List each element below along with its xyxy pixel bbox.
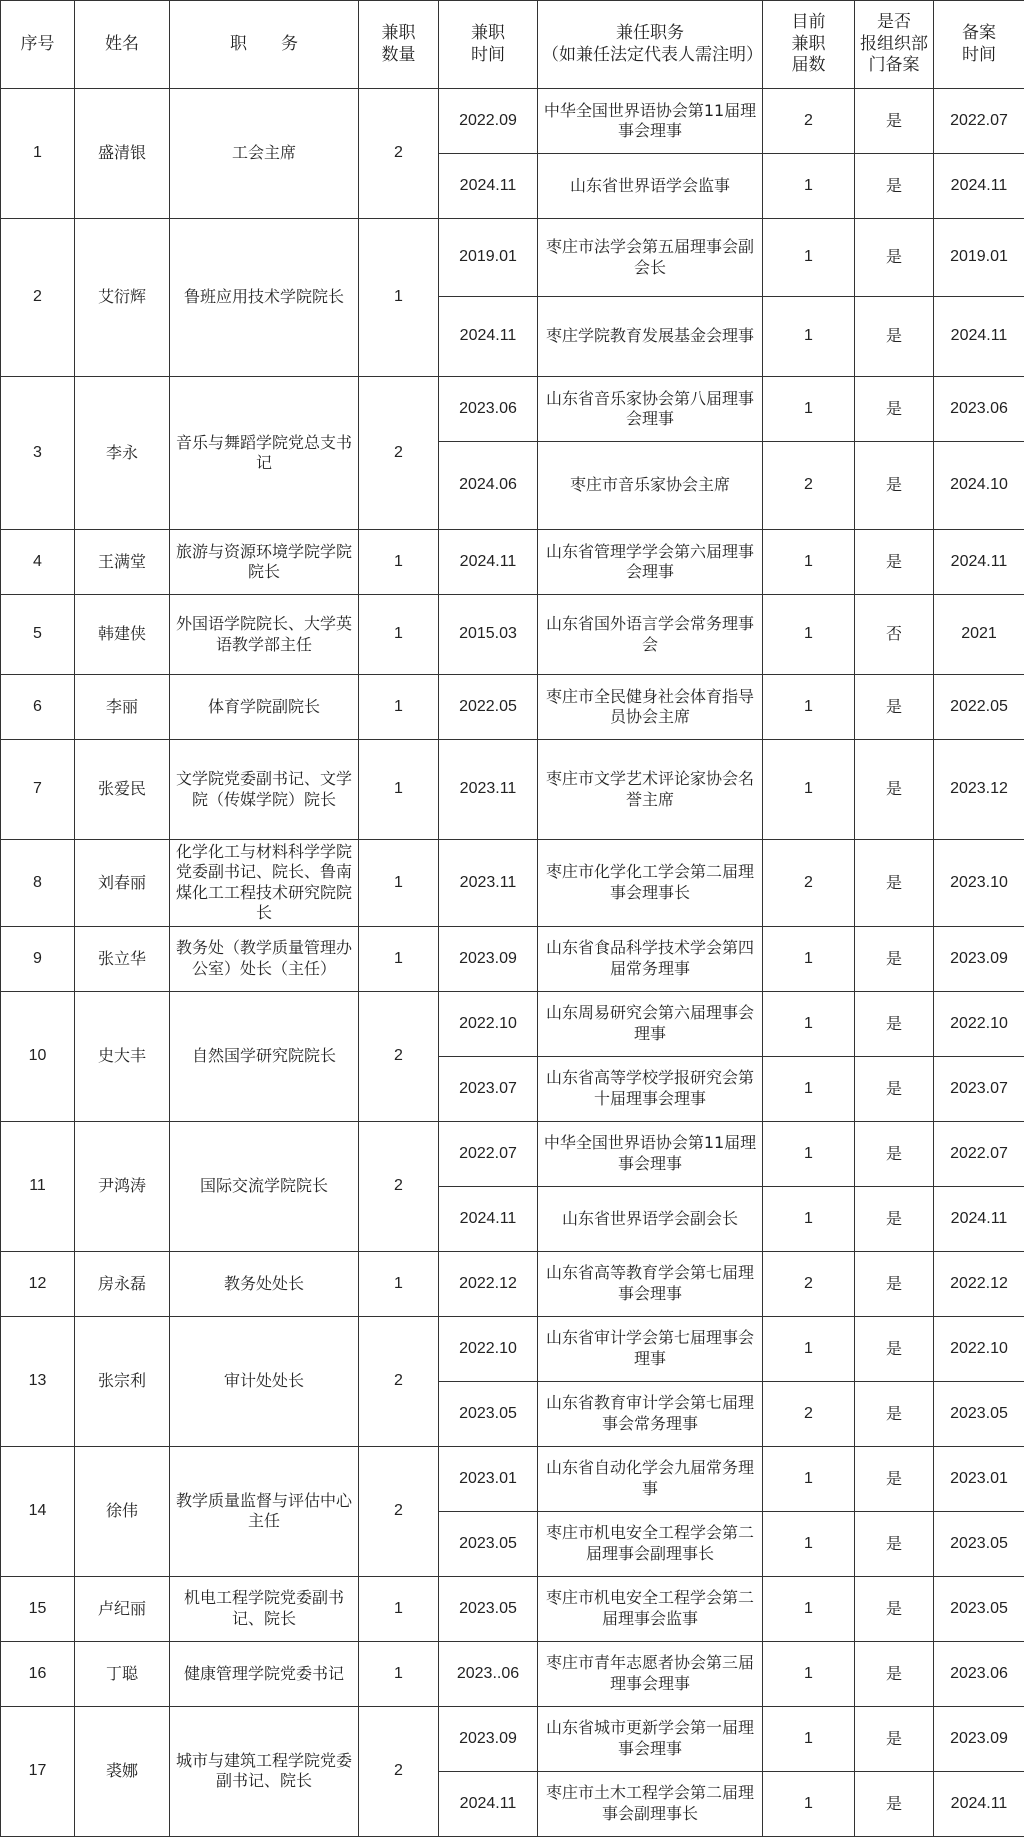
person-position: 教务处（教学质量管理办公室）处长（主任） [170, 926, 359, 991]
filing-time: 2022.07 [934, 89, 1024, 154]
filing-time: 2023.05 [934, 1576, 1024, 1641]
header-time-line: 兼职 [471, 23, 505, 43]
filing-time: 2023.12 [934, 740, 1024, 840]
table-row [1, 89, 1024, 154]
filed-status: 是 [855, 926, 934, 991]
filed-status: 是 [855, 1576, 934, 1641]
person-position: 健康管理学院党委书记 [170, 1641, 359, 1706]
row-number: 12 [1, 1251, 75, 1316]
filing-time: 2024.11 [934, 154, 1024, 219]
person-name: 丁聪 [75, 1641, 170, 1706]
part-time-date: 2023.05 [439, 1576, 538, 1641]
part-time-title: 枣庄学院教育发展基金会理事 [538, 297, 763, 377]
part-time-title: 枣庄市土木工程学会第二届理事会副理事长 [538, 1771, 763, 1836]
person-position: 文学院党委副书记、文学院（传媒学院）院长 [170, 740, 359, 840]
table-row [1, 991, 1024, 1056]
part-time-count: 2 [359, 991, 439, 1121]
row-number: 10 [1, 991, 75, 1121]
current-terms: 1 [763, 297, 855, 377]
part-time-count: 1 [359, 1641, 439, 1706]
header-title-line: （如兼任法定代表人需注明） [542, 45, 763, 65]
part-time-count: 1 [359, 595, 439, 675]
header-filed [855, 1, 934, 89]
person-position: 教务处处长 [170, 1251, 359, 1316]
header-name-line: 姓名 [105, 34, 139, 54]
filing-time: 2023.01 [934, 1446, 1024, 1511]
filed-status: 是 [855, 530, 934, 595]
person-name: 房永磊 [75, 1251, 170, 1316]
header-terms-line: 届数 [792, 55, 826, 75]
filed-status: 是 [855, 154, 934, 219]
current-terms: 1 [763, 219, 855, 297]
current-terms: 1 [763, 740, 855, 840]
table-row [1, 377, 1024, 442]
part-time-date: 2024.11 [439, 1186, 538, 1251]
part-time-title: 山东省城市更新学会第一届理事会理事 [538, 1706, 763, 1771]
header-time [439, 1, 538, 89]
header-name [75, 1, 170, 89]
person-position: 审计处处长 [170, 1316, 359, 1446]
table-row [1, 1121, 1024, 1186]
part-time-title: 山东省高等学校学报研究会第十届理事会理事 [538, 1056, 763, 1121]
part-time-title: 山东省世界语学会监事 [538, 154, 763, 219]
current-terms: 1 [763, 991, 855, 1056]
filing-time: 2024.11 [934, 1186, 1024, 1251]
row-number: 11 [1, 1121, 75, 1251]
part-time-title: 山东省审计学会第七届理事会理事 [538, 1316, 763, 1381]
filed-status: 是 [855, 1381, 934, 1446]
current-terms: 1 [763, 1511, 855, 1576]
filing-time: 2023.06 [934, 1641, 1024, 1706]
header-filed-line: 门备案 [869, 55, 920, 75]
filed-status: 是 [855, 1771, 934, 1836]
current-terms: 1 [763, 675, 855, 740]
header-terms-line: 兼职 [792, 34, 826, 54]
header-count-line: 兼职 [382, 23, 416, 43]
current-terms: 2 [763, 1251, 855, 1316]
filing-time: 2024.11 [934, 1771, 1024, 1836]
current-terms: 1 [763, 377, 855, 442]
header-terms [763, 1, 855, 89]
table-row [1, 1316, 1024, 1381]
person-name: 裘娜 [75, 1706, 170, 1836]
part-time-title: 枣庄市青年志愿者协会第三届理事会理事 [538, 1641, 763, 1706]
part-time-title: 枣庄市全民健身社会体育指导员协会主席 [538, 675, 763, 740]
current-terms: 1 [763, 1316, 855, 1381]
part-time-date: 2024.11 [439, 530, 538, 595]
filing-time: 2022.10 [934, 991, 1024, 1056]
person-position: 教学质量监督与评估中心主任 [170, 1446, 359, 1576]
table-body [1, 89, 1024, 1837]
filed-status: 是 [855, 840, 934, 927]
part-time-count: 1 [359, 740, 439, 840]
current-terms: 2 [763, 442, 855, 530]
part-time-date: 2022.10 [439, 1316, 538, 1381]
person-name: 张爱民 [75, 740, 170, 840]
person-position: 国际交流学院院长 [170, 1121, 359, 1251]
header-filed-line: 是否 [877, 12, 911, 32]
part-time-title: 山东省高等教育学会第七届理事会理事 [538, 1251, 763, 1316]
part-time-date: 2023.07 [439, 1056, 538, 1121]
part-time-count: 2 [359, 1446, 439, 1576]
header-title-line: 兼任职务 [616, 23, 684, 43]
filed-status: 否 [855, 595, 934, 675]
person-name: 徐伟 [75, 1446, 170, 1576]
header-filed-line: 报组织部 [860, 34, 928, 54]
filing-time: 2023.09 [934, 1706, 1024, 1771]
table-row [1, 1641, 1024, 1706]
part-time-date: 2022.07 [439, 1121, 538, 1186]
filing-time: 2023.10 [934, 840, 1024, 927]
row-number: 7 [1, 740, 75, 840]
person-position: 城市与建筑工程学院党委副书记、院长 [170, 1706, 359, 1836]
table-row [1, 740, 1024, 840]
part-time-title: 山东省教育审计学会第七届理事会常务理事 [538, 1381, 763, 1446]
part-time-date: 2023.11 [439, 740, 538, 840]
filed-status: 是 [855, 377, 934, 442]
filed-status: 是 [855, 1186, 934, 1251]
person-name: 张宗利 [75, 1316, 170, 1446]
row-number: 14 [1, 1446, 75, 1576]
current-terms: 1 [763, 926, 855, 991]
person-position: 鲁班应用技术学院院长 [170, 219, 359, 377]
filing-time: 2023.09 [934, 926, 1024, 991]
current-terms: 1 [763, 530, 855, 595]
filed-status: 是 [855, 1056, 934, 1121]
filed-status: 是 [855, 1641, 934, 1706]
table-row [1, 530, 1024, 595]
table-row [1, 675, 1024, 740]
part-time-title: 枣庄市机电安全工程学会第二届理事会监事 [538, 1576, 763, 1641]
row-number: 13 [1, 1316, 75, 1446]
row-number: 8 [1, 840, 75, 927]
current-terms: 1 [763, 154, 855, 219]
person-position: 外国语学院院长、大学英语教学部主任 [170, 595, 359, 675]
filed-status: 是 [855, 1706, 934, 1771]
part-time-count: 1 [359, 1576, 439, 1641]
filing-time: 2022.05 [934, 675, 1024, 740]
current-terms: 1 [763, 1771, 855, 1836]
filing-time: 2021 [934, 595, 1024, 675]
part-time-title: 中华全国世界语协会第11届理事会理事 [538, 89, 763, 154]
part-time-date: 2023.05 [439, 1381, 538, 1446]
filed-status: 是 [855, 442, 934, 530]
filed-status: 是 [855, 1316, 934, 1381]
filed-status: 是 [855, 1251, 934, 1316]
filed-status: 是 [855, 297, 934, 377]
row-number: 4 [1, 530, 75, 595]
current-terms: 1 [763, 1576, 855, 1641]
part-time-count: 2 [359, 89, 439, 219]
header-count [359, 1, 439, 89]
table-row [1, 926, 1024, 991]
part-time-date: 2019.01 [439, 219, 538, 297]
header-count-line: 数量 [382, 45, 416, 65]
filing-time: 2022.10 [934, 1316, 1024, 1381]
header-title [538, 1, 763, 89]
header-no-line: 序号 [21, 34, 55, 54]
filed-status: 是 [855, 89, 934, 154]
part-time-count: 2 [359, 377, 439, 530]
part-time-date: 2022.10 [439, 991, 538, 1056]
part-time-title: 山东周易研究会第六届理事会理事 [538, 991, 763, 1056]
part-time-count: 1 [359, 926, 439, 991]
part-time-title: 枣庄市音乐家协会主席 [538, 442, 763, 530]
header-no [1, 1, 75, 89]
part-time-count: 2 [359, 1706, 439, 1836]
person-position: 旅游与资源环境学院学院院长 [170, 530, 359, 595]
part-time-title: 枣庄市机电安全工程学会第二届理事会副理事长 [538, 1511, 763, 1576]
table-row [1, 595, 1024, 675]
part-time-date: 2023.06 [439, 377, 538, 442]
part-time-title: 枣庄市文学艺术评论家协会名誉主席 [538, 740, 763, 840]
current-terms: 1 [763, 1056, 855, 1121]
row-number: 5 [1, 595, 75, 675]
part-time-date: 2024.11 [439, 154, 538, 219]
part-time-title: 山东省自动化学会九届常务理事 [538, 1446, 763, 1511]
current-terms: 2 [763, 840, 855, 927]
row-number: 16 [1, 1641, 75, 1706]
part-time-date: 2023..06 [439, 1641, 538, 1706]
filed-status: 是 [855, 675, 934, 740]
filed-status: 是 [855, 219, 934, 297]
table-row [1, 1706, 1024, 1771]
part-time-date: 2023.11 [439, 840, 538, 927]
part-time-title: 山东省世界语学会副会长 [538, 1186, 763, 1251]
person-position: 自然国学研究院院长 [170, 991, 359, 1121]
person-name: 尹鸿涛 [75, 1121, 170, 1251]
current-terms: 2 [763, 1381, 855, 1446]
person-position: 机电工程学院党委副书记、院长 [170, 1576, 359, 1641]
header-time-line: 时间 [471, 45, 505, 65]
filing-time: 2023.05 [934, 1511, 1024, 1576]
part-time-date: 2023.05 [439, 1511, 538, 1576]
part-time-date: 2015.03 [439, 595, 538, 675]
part-time-title: 枣庄市法学会第五届理事会副会长 [538, 219, 763, 297]
current-terms: 1 [763, 1186, 855, 1251]
table-row [1, 1446, 1024, 1511]
part-time-title: 中华全国世界语协会第11届理事会理事 [538, 1121, 763, 1186]
table-row [1, 1576, 1024, 1641]
person-name: 王满堂 [75, 530, 170, 595]
person-name: 李丽 [75, 675, 170, 740]
person-name: 艾衍辉 [75, 219, 170, 377]
row-number: 9 [1, 926, 75, 991]
table-row [1, 1251, 1024, 1316]
part-time-count: 2 [359, 1121, 439, 1251]
filing-time: 2024.11 [934, 530, 1024, 595]
current-terms: 1 [763, 1446, 855, 1511]
row-number: 2 [1, 219, 75, 377]
part-time-count: 1 [359, 530, 439, 595]
filing-time: 2019.01 [934, 219, 1024, 297]
part-time-count: 2 [359, 1316, 439, 1446]
part-time-title: 山东省食品科学技术学会第四届常务理事 [538, 926, 763, 991]
current-terms: 1 [763, 1121, 855, 1186]
person-position: 体育学院副院长 [170, 675, 359, 740]
filed-status: 是 [855, 1121, 934, 1186]
part-time-date: 2024.06 [439, 442, 538, 530]
person-name: 卢纪丽 [75, 1576, 170, 1641]
part-time-date: 2023.09 [439, 1706, 538, 1771]
person-name: 李永 [75, 377, 170, 530]
part-time-count: 1 [359, 675, 439, 740]
header-position [170, 1, 359, 89]
part-time-date: 2022.12 [439, 1251, 538, 1316]
person-position: 工会主席 [170, 89, 359, 219]
row-number: 6 [1, 675, 75, 740]
part-time-date: 2022.09 [439, 89, 538, 154]
header-filing-time [934, 1, 1024, 89]
filed-status: 是 [855, 1446, 934, 1511]
table-row [1, 840, 1024, 927]
filing-time: 2023.05 [934, 1381, 1024, 1446]
person-name: 张立华 [75, 926, 170, 991]
part-time-date: 2023.01 [439, 1446, 538, 1511]
header-position-line: 职 务 [230, 34, 298, 54]
filing-time: 2024.10 [934, 442, 1024, 530]
part-time-count: 1 [359, 219, 439, 377]
part-time-date: 2023.09 [439, 926, 538, 991]
filing-time: 2022.12 [934, 1251, 1024, 1316]
person-name: 韩建侠 [75, 595, 170, 675]
row-number: 3 [1, 377, 75, 530]
header-row [1, 1, 1024, 89]
filing-time: 2022.07 [934, 1121, 1024, 1186]
person-position: 音乐与舞蹈学院党总支书记 [170, 377, 359, 530]
row-number: 15 [1, 1576, 75, 1641]
part-time-title: 山东省国外语言学会常务理事会 [538, 595, 763, 675]
header-filing-time-line: 时间 [962, 45, 996, 65]
header-terms-line: 目前 [792, 12, 826, 32]
table-row [1, 219, 1024, 297]
person-name: 盛清银 [75, 89, 170, 219]
current-terms: 1 [763, 1641, 855, 1706]
person-name: 史大丰 [75, 991, 170, 1121]
filed-status: 是 [855, 740, 934, 840]
header-filing-time-line: 备案 [962, 23, 996, 43]
part-time-title: 枣庄市化学化工学会第二届理事会理事长 [538, 840, 763, 927]
part-time-count: 1 [359, 840, 439, 927]
filed-status: 是 [855, 991, 934, 1056]
current-terms: 1 [763, 595, 855, 675]
part-time-title: 山东省音乐家协会第八届理事会理事 [538, 377, 763, 442]
part-time-date: 2024.11 [439, 297, 538, 377]
person-name: 刘春丽 [75, 840, 170, 927]
row-number: 1 [1, 89, 75, 219]
part-time-date: 2024.11 [439, 1771, 538, 1836]
current-terms: 1 [763, 1706, 855, 1771]
filing-time: 2023.06 [934, 377, 1024, 442]
current-terms: 2 [763, 89, 855, 154]
filing-time: 2023.07 [934, 1056, 1024, 1121]
filing-time: 2024.11 [934, 297, 1024, 377]
filed-status: 是 [855, 1511, 934, 1576]
row-number: 17 [1, 1706, 75, 1836]
person-position: 化学化工与材料科学学院党委副书记、院长、鲁南煤化工工程技术研究院院长 [170, 840, 359, 927]
part-time-date: 2022.05 [439, 675, 538, 740]
part-time-title: 山东省管理学学会第六届理事会理事 [538, 530, 763, 595]
part-time-count: 1 [359, 1251, 439, 1316]
